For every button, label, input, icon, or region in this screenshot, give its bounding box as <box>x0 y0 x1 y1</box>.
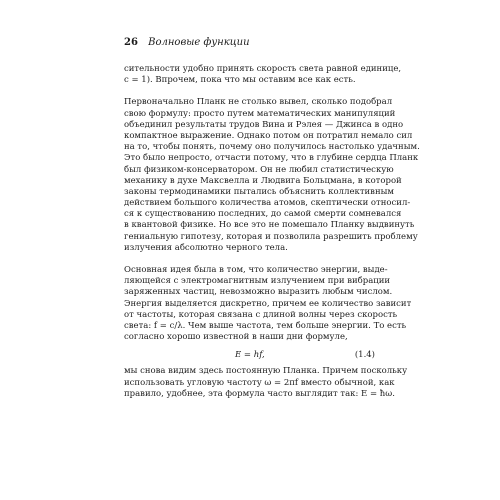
page-body <box>124 64 420 400</box>
paragraph-continued <box>124 64 402 86</box>
paragraph-gap <box>124 254 375 265</box>
text-line: объединил результаты трудов Вина и Рэлея — Джинса в одно <box>124 119 404 130</box>
equation-number: (1.4) <box>354 350 375 361</box>
text-line: ся к существованию последних, до самой смерти сомневался <box>124 209 402 220</box>
text-line: механику в духе Максвелла и Людвига Больцмана, в которой <box>124 175 402 186</box>
page-number: 26 <box>124 37 138 48</box>
text-line: на то, чтобы понять, почему оно получилось настолько удачным. <box>124 142 420 153</box>
equation-row <box>124 348 375 362</box>
text-line: Основная идея была в том, что количество энергии, выде- <box>124 265 388 275</box>
text-line: правило, удобнее, эта формула часто выглядит так: E = ħω. <box>124 388 395 399</box>
text-line: Энергия выделяется дискретно, причем ее количество зависит <box>124 298 412 309</box>
paragraph-angular-frequency <box>124 366 408 400</box>
text-line: света: f = c/λ. Чем выше частота, тем больше энергии. То есть <box>124 320 407 331</box>
running-title: Волновые функции <box>148 37 250 48</box>
text-line: компактное выражение. Однако потом он потратил немало сил <box>124 130 413 141</box>
text-line: был физиком-консерватором. Он не любил статистическую <box>124 164 394 175</box>
text-line: от частоты, которая связана с длиной волны через скорость <box>124 309 398 320</box>
text-line: Это было непросто, отчасти потому, что в глубине сердца Планк <box>124 153 419 164</box>
paragraph-gap <box>124 86 375 97</box>
text-line: ляющейся с электромагнитным излучением при вибрации <box>124 276 391 287</box>
text-line: использовать угловую частоту ω = 2πf вместо обычной, как <box>124 377 395 388</box>
text-line: гениальную гипотезу, которая и позволила разрешить проблему <box>124 231 418 242</box>
paragraph-planck-formula <box>124 97 420 254</box>
text-line: Первоначально Планк не столько вывел, сколько подобрал <box>124 97 393 108</box>
text-line: мы снова видим здесь постоянную Планка. Причем поскольку <box>124 366 408 377</box>
text-line: c = 1). Впрочем, пока что мы оставим все как есть. <box>124 75 356 86</box>
text-line: законы термодинамики пытались объяснить коллективным <box>124 186 395 197</box>
text-line: сительности удобно принять скорость света равной единице, <box>124 64 402 74</box>
text-line: свою формулу: просто путем математических манипуляций <box>124 108 396 119</box>
equation-formula: E = hf, <box>235 350 265 361</box>
text-line: в квантовой физике. Но все это не помешало Планку выдвинуть <box>124 220 415 231</box>
text-line: действием большого количества атомов, скептически относил- <box>124 198 411 209</box>
paragraph-main-idea <box>124 265 412 343</box>
text-line: согласно хорошо известной в наши дни формуле, <box>124 332 348 343</box>
running-head <box>124 37 250 49</box>
text-line: излучения абсолютно черного тела. <box>124 242 288 253</box>
text-line: заряженных частиц, невозможно выразить любым числом. <box>124 287 393 298</box>
